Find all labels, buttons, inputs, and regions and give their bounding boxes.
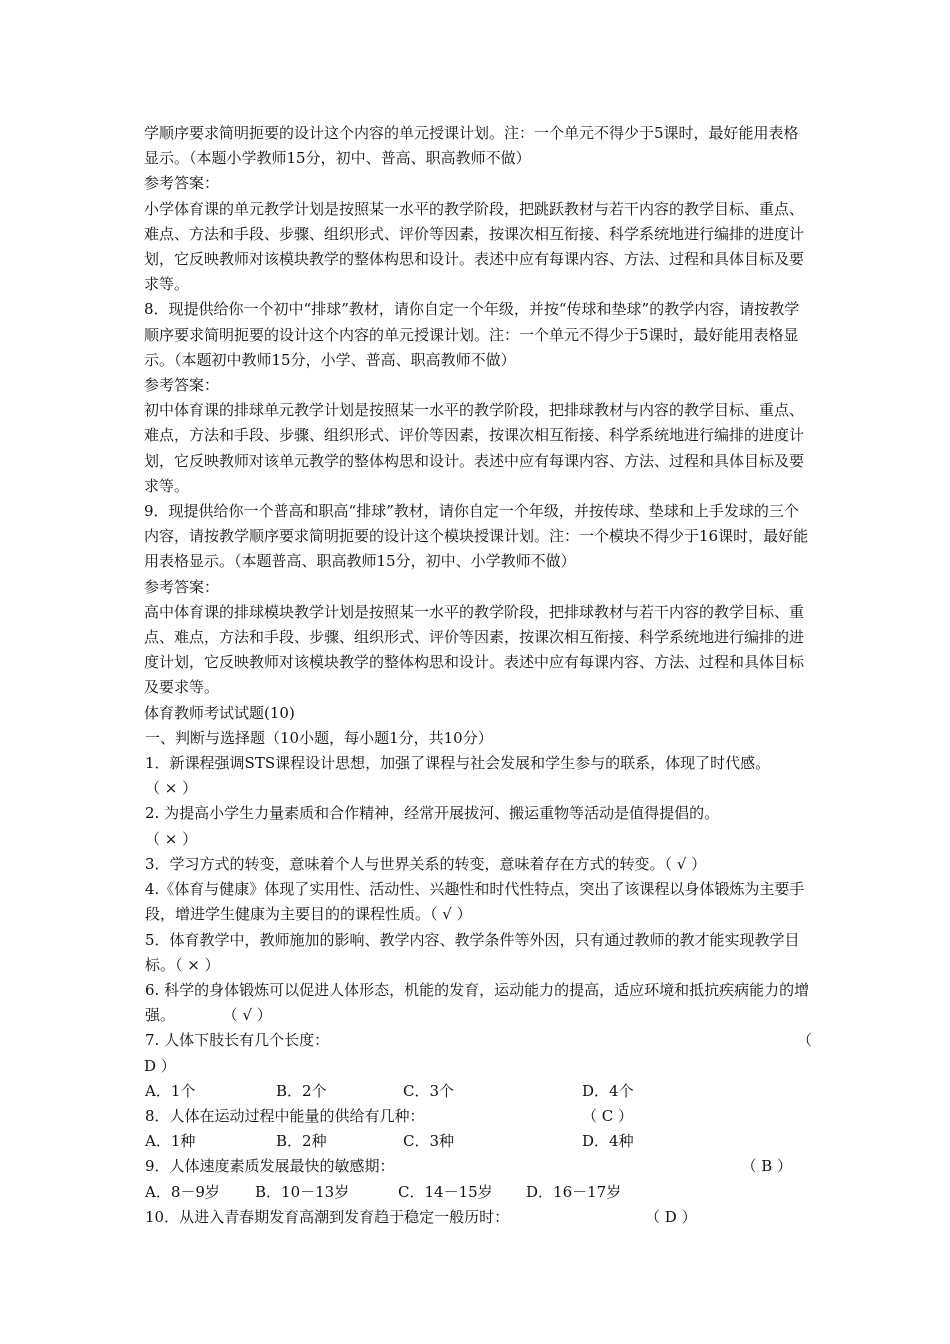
answer-paren: （ <box>796 1031 812 1050</box>
section-heading: 一、判断与选择题（10小题，每小题1分，共10分） <box>145 728 493 747</box>
option-a: A．1个 <box>145 1081 196 1100</box>
answer-mark: （ C ） <box>582 1106 634 1125</box>
answer-mark: （ B ） <box>741 1157 792 1176</box>
answer-label: 参考答案： <box>144 577 220 596</box>
option-c: C．3个 <box>403 1081 455 1100</box>
choice-question-9 <box>144 1154 812 1179</box>
question-8: 8．现提供给你一个初中“排球”教材，请你自定一个年级，并按“传球和垫球”的教学内容，请按教学顺序要求简明扼要的设计这个内容的单元授课计划。注：一个单元不得少于5课时，最好能用表格显示。（本题初中教师15分，小学、普高、职高教师不做） <box>144 300 800 369</box>
option-d: D．16－17岁 <box>526 1182 622 1201</box>
question-text: 10．从进入青春期发育高潮到发育趋于稳定一般历时： <box>145 1207 510 1226</box>
answer-mark: D ） <box>144 1056 176 1075</box>
option-c: C．3种 <box>403 1132 455 1151</box>
question-text: 9．人体速度素质发展最快的敏感期： <box>145 1157 395 1176</box>
option-a: A．8－9岁 <box>145 1182 220 1201</box>
option-d: D．4个 <box>582 1081 634 1100</box>
question-9: 9．现提供给你一个普高和职高“排球”教材，请你自定一个年级，并按传球、垫球和上手发球的三个内容，请按教学顺序要求简明扼要的设计这个模块授课计划。注：一个模块不得少于16课时，最好能用表格显示。（本题普高、职高教师15分，初中、小学教师不做） <box>144 502 809 571</box>
choice-question-8 <box>144 1104 812 1129</box>
choice-question-7 <box>144 1028 812 1053</box>
answer-label: 参考答案： <box>144 174 220 193</box>
judgment-item-4: 4.《体育与健康》体现了实用性、活动性、兴趣性和时代性特点，突出了该课程以身体锻炼为主要手段，增进学生健康为主要目的的课程性质。（ √ ） <box>145 880 805 924</box>
document-body <box>144 121 818 1230</box>
option-b: B．2种 <box>276 1132 327 1151</box>
option-b: B．2个 <box>276 1081 327 1100</box>
options-row <box>144 1180 812 1205</box>
option-d: D．4种 <box>582 1132 634 1151</box>
answer-label: 参考答案： <box>144 376 220 395</box>
option-c: C．14－15岁 <box>398 1182 493 1201</box>
judgment-item-2-answer: （ × ） <box>145 829 198 848</box>
question-text: 7. 人体下肢长有几个长度： <box>145 1031 330 1050</box>
question-text: 8．人体在运动过程中能量的供给有几种： <box>145 1106 425 1125</box>
answer-mark: （ D ） <box>645 1207 697 1226</box>
options-row <box>144 1079 812 1104</box>
judgment-item-6: 6. 科学的身体锻炼可以促进人体形态，机能的发育，运动能力的提高，适应环境和抵抗疾病能力的增强。 （ √ ） <box>145 980 810 1025</box>
answer-text: 小学体育课的单元教学计划是按照某一水平的教学阶段，把跳跃教材与若干内容的教学目标、重点、难点、方法和手段、步骤、组织形式、评价等因素，按课次相互衔接、科学系统地进行编排的进度计划，它反映教师对该模块教学的整体构思和设计。表述中应有每课内容、方法、过程和具体目标及要求等。 <box>144 199 805 294</box>
judgment-item-5: 5．体育教学中，教师施加的影响、教学内容、教学条件等外因，只有通过教师的教才能实现教学目标。（ × ） <box>145 930 800 974</box>
options-row <box>144 1129 812 1154</box>
question-7-continued: 学顺序要求简明扼要的设计这个内容的单元授课计划。注：一个单元不得少于5课时，最好能用表格显示。（本题小学教师15分，初中、普高、职高教师不做） <box>144 124 799 168</box>
answer-text: 高中体育课的排球模块教学计划是按照某一水平的教学阶段，把排球教材与若干内容的教学目标、重点、难点，方法和手段、步骤、组织形式、评价等因素，按课次相互衔接、科学系统地进行编排的进度计划，它反映教师对该模块教学的整体构思和设计。表述中应有每课内容、方法、过程和具体目标及要求等。 <box>144 602 805 697</box>
exam-title: 体育教师考试试题(10) <box>144 703 295 722</box>
judgment-item-2: 2. 为提高小学生力量素质和合作精神，经常开展拔河、搬运重物等活动是值得提倡的。 <box>145 804 720 823</box>
judgment-item-1: 1．新课程强调STS课程设计思想，加强了课程与社会发展和学生参与的联系，体现了时代感。 （ × ） <box>145 754 818 798</box>
option-b: B．10－13岁 <box>255 1182 350 1201</box>
choice-question-10 <box>144 1205 812 1230</box>
option-a: A．1种 <box>145 1132 196 1151</box>
judgment-item-3: 3．学习方式的转变，意味着个人与世界关系的转变，意味着存在方式的转变。（ √ ） <box>145 854 707 873</box>
answer-text: 初中体育课的排球单元教学计划是按照某一水平的教学阶段，把排球教材与内容的教学目标、重点、难点，方法和手段、步骤、组织形式、评价等因素，按课次相互衔接、科学系统地进行编排的进度计划，它反映教师对该单元教学的整体构思和设计。表述中应有每课内容、方法、过程和具体目标及要求等。 <box>144 401 805 495</box>
